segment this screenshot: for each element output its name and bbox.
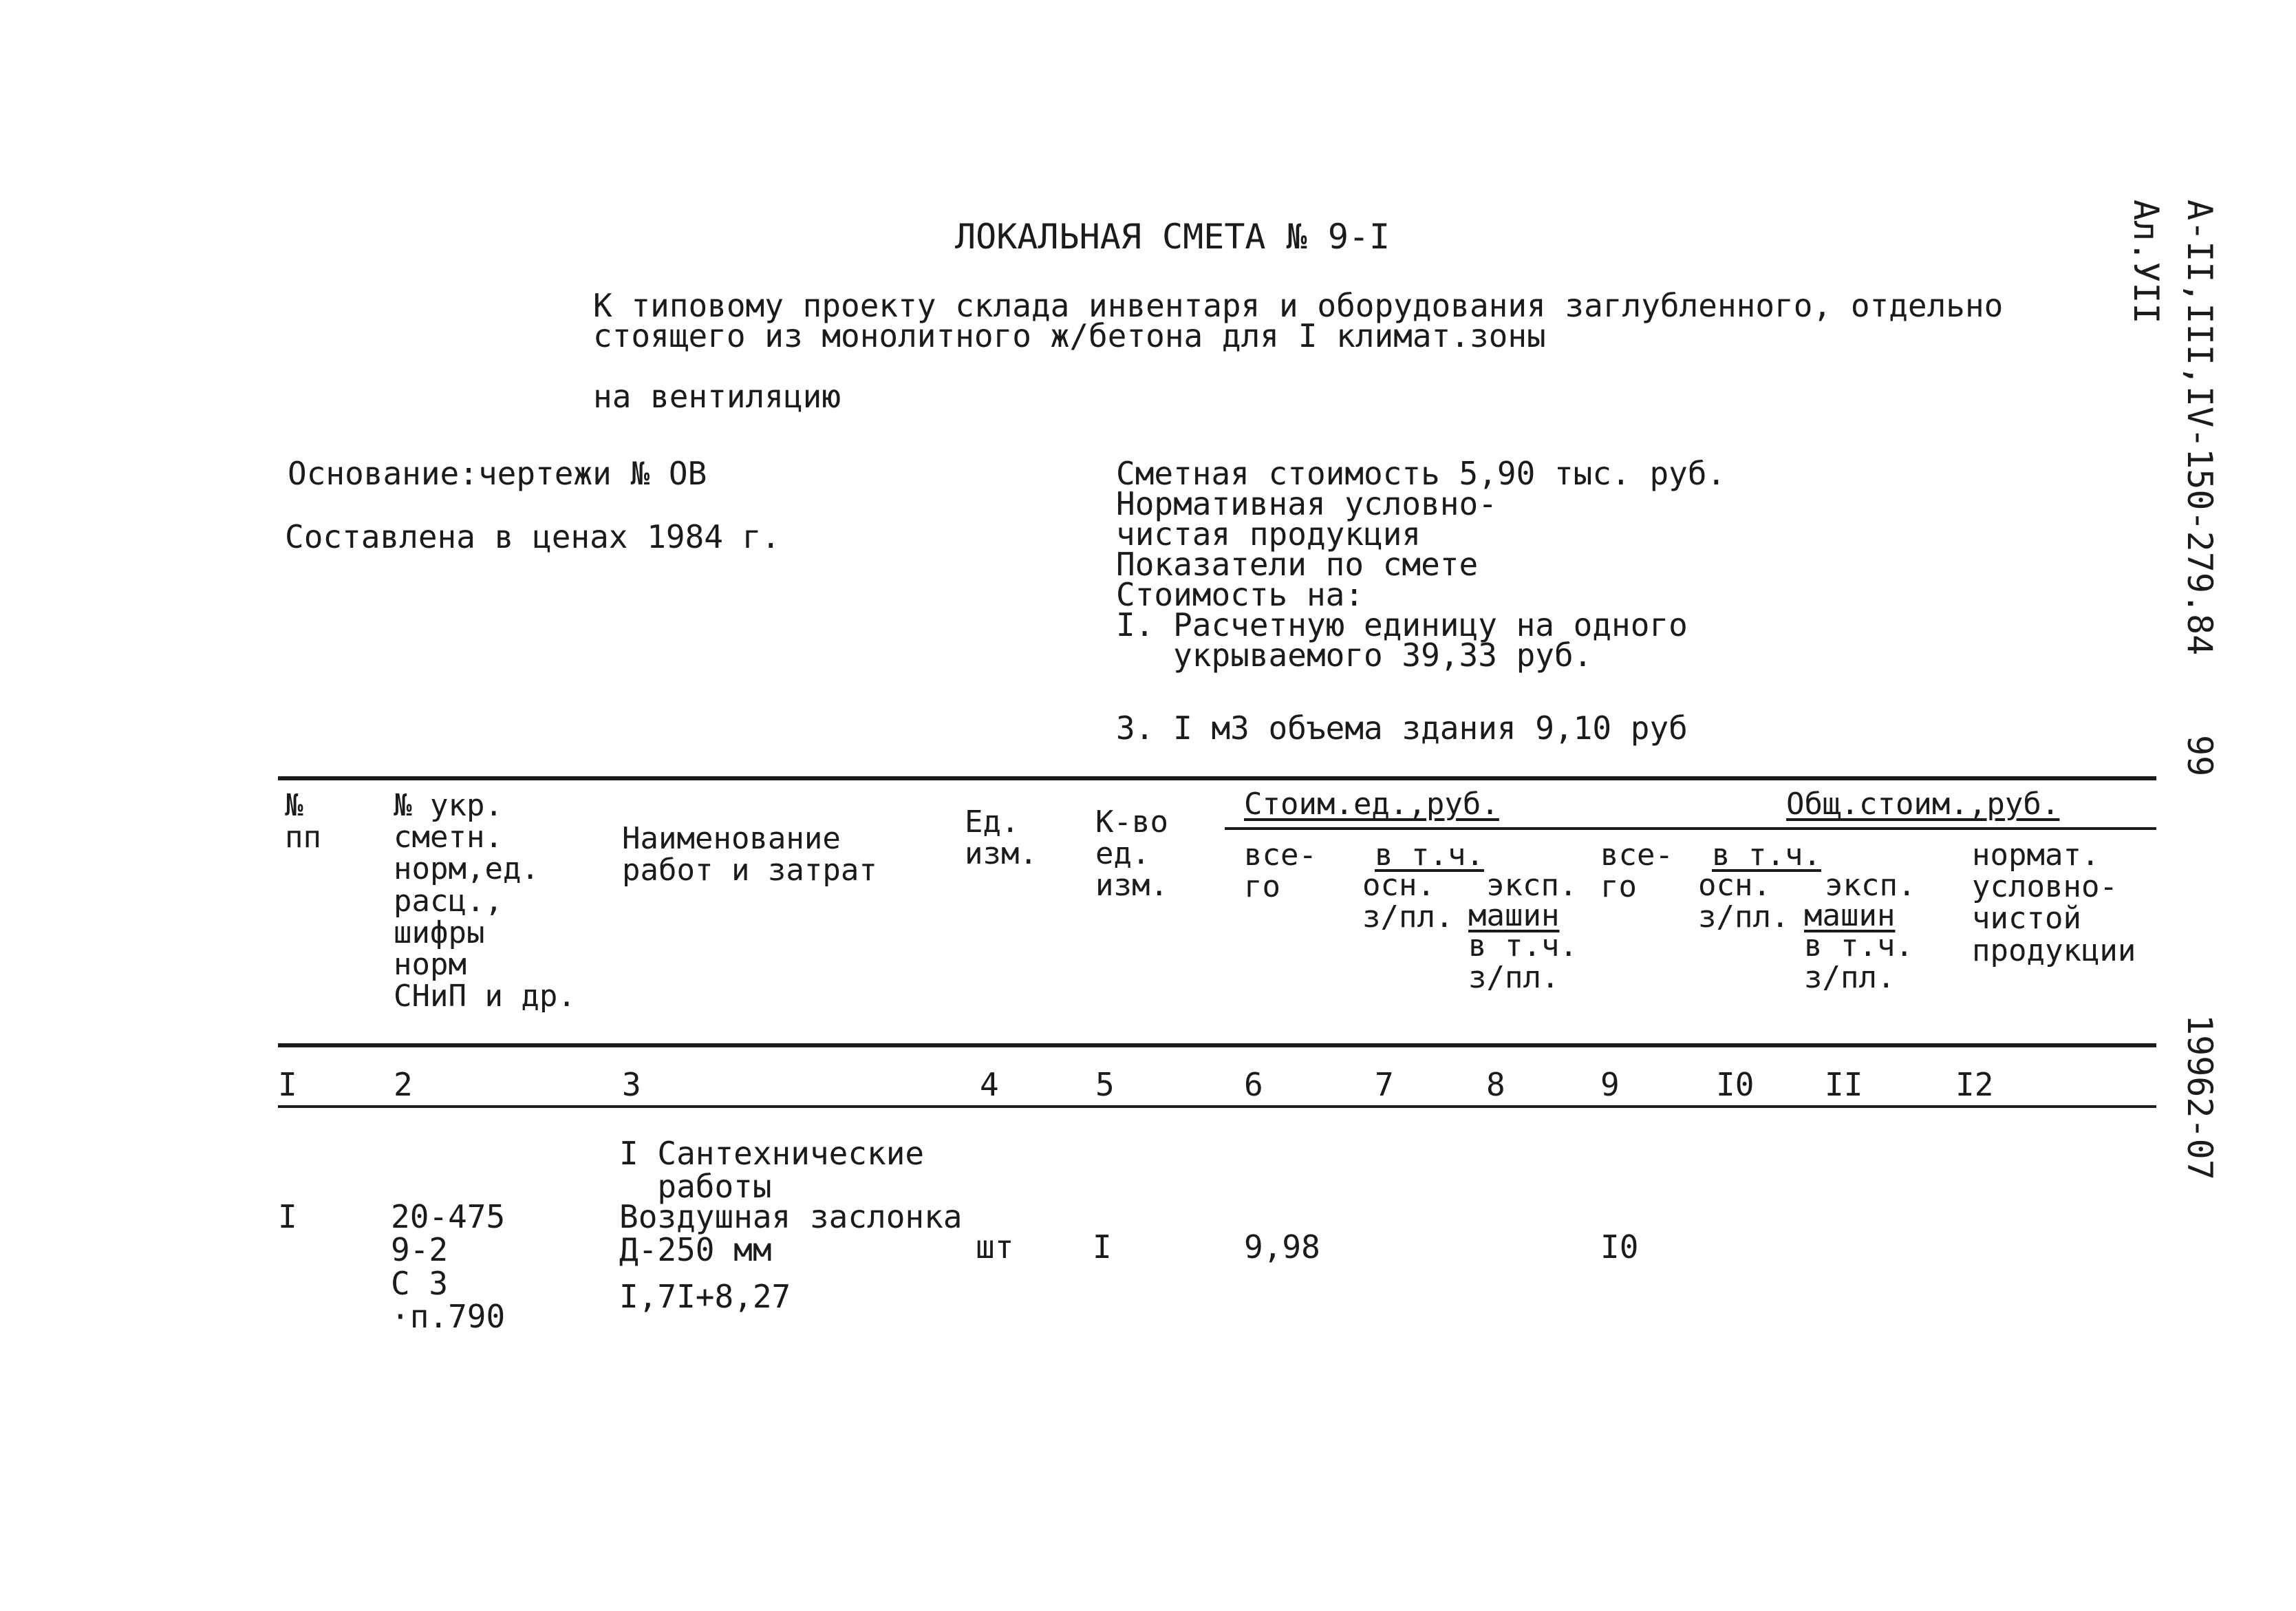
row-norm-code: 20-475 9-2 С 3 ·п.790 <box>391 1198 506 1335</box>
cost-line: Сметная стоимость 5,90 тыс. руб. <box>1116 455 1726 492</box>
row-calculation: I,7I+8,27 <box>619 1278 791 1315</box>
header-col-unit: Ед. изм. <box>965 804 1038 872</box>
header-col-total-wages: осн. з/пл. <box>1698 868 1790 935</box>
header-col-total: все- го <box>1600 837 1673 905</box>
cost-line: чистая продукция <box>1116 515 1421 553</box>
column-number: I <box>278 1066 297 1103</box>
column-number: 7 <box>1375 1066 1394 1103</box>
subtitle-line-2: стоящего из монолитного ж/бетона для I климат.зоны <box>593 317 1546 354</box>
row-total: I0 <box>1600 1228 1639 1266</box>
group-rule <box>1225 827 2156 830</box>
column-number: 2 <box>394 1066 413 1103</box>
cost-line: Нормативная условно- <box>1116 485 1497 522</box>
header-col-unit-total: все- го <box>1244 837 1317 905</box>
side-code: А-II,III,IV-150-279.84 <box>2180 200 2220 656</box>
row-unit-total: 9,98 <box>1244 1228 1320 1266</box>
column-number: 6 <box>1244 1066 1263 1103</box>
document-number: 19962-07 <box>2180 1014 2220 1180</box>
cost-line: I. Расчетную единицу на одного <box>1116 606 1688 643</box>
header-col-unit-machines-2: машин <box>1468 898 1560 933</box>
header-col-unit-wages: осн. з/пл. <box>1362 868 1454 935</box>
header-unit-incl: в т.ч. <box>1375 837 1484 873</box>
header-col-unit-machines: эксп. <box>1486 868 1578 903</box>
row-unit: шт <box>976 1228 1014 1266</box>
volume-line: 3. I м3 объема здания 9,10 руб <box>1116 710 1688 747</box>
column-number: 4 <box>980 1066 999 1103</box>
header-bottom-rule <box>278 1043 2156 1047</box>
subtitle-line-1: К типовому проекту склада инвентаря и оборудования заглубленного, отдельно <box>593 287 2004 324</box>
header-col-quantity: К-во ед. изм. <box>1095 804 1168 904</box>
basis-text: Основание:чертежи № ОВ <box>288 455 707 492</box>
column-numbers-rule <box>278 1105 2156 1108</box>
header-col-total-machines: эксп. <box>1825 868 1916 903</box>
header-group-unit-cost: Стоим.ед.,руб. <box>1244 787 1499 822</box>
header-col-unit-machines-wages: в т.ч. з/пл. <box>1468 928 1578 996</box>
header-col-norm-code: № укр. сметн. норм,ед. расц., шифры норм СНиП и др. <box>394 788 576 1014</box>
header-col-number: № пп <box>285 788 321 855</box>
column-number: II <box>1825 1066 1863 1103</box>
column-number: I2 <box>1955 1066 1994 1103</box>
column-number: 3 <box>622 1066 641 1103</box>
cost-line: укрываемого 39,33 руб. <box>1116 637 1593 674</box>
column-number: 9 <box>1600 1066 1620 1103</box>
row-quantity: I <box>1093 1228 1112 1266</box>
estimate-subject: на вентиляцию <box>593 378 841 415</box>
cost-line: Показатели по смете <box>1116 546 1479 583</box>
header-col-net-product: нормат. условно- чистой продукции <box>1972 837 2136 968</box>
column-number: I0 <box>1716 1066 1755 1103</box>
header-col-total-machines-wages: в т.ч. з/пл. <box>1804 928 1913 996</box>
column-number: 5 <box>1095 1066 1115 1103</box>
row-name: Воздушная заслонка Д-250 мм <box>619 1198 963 1269</box>
column-number: 8 <box>1486 1066 1505 1103</box>
prices-text: Составлена в ценах 1984 г. <box>285 518 781 555</box>
side-sheet: Ал.УII <box>2126 200 2166 324</box>
row-number: I <box>278 1198 297 1235</box>
document-title: ЛОКАЛЬНАЯ СМЕТА № 9-I <box>955 217 1391 257</box>
page-number: 99 <box>2180 735 2220 777</box>
header-group-total-cost: Общ.стоим.,руб. <box>1786 787 2060 822</box>
header-total-incl: в т.ч. <box>1712 837 1821 873</box>
header-col-total-machines-2: машин <box>1804 898 1896 933</box>
cost-line: Стоимость на: <box>1116 576 1364 613</box>
table-top-rule <box>278 776 2156 780</box>
section-title: I Сантехнические работы <box>619 1135 925 1206</box>
header-col-name: Наименование работ и затрат <box>622 821 877 888</box>
